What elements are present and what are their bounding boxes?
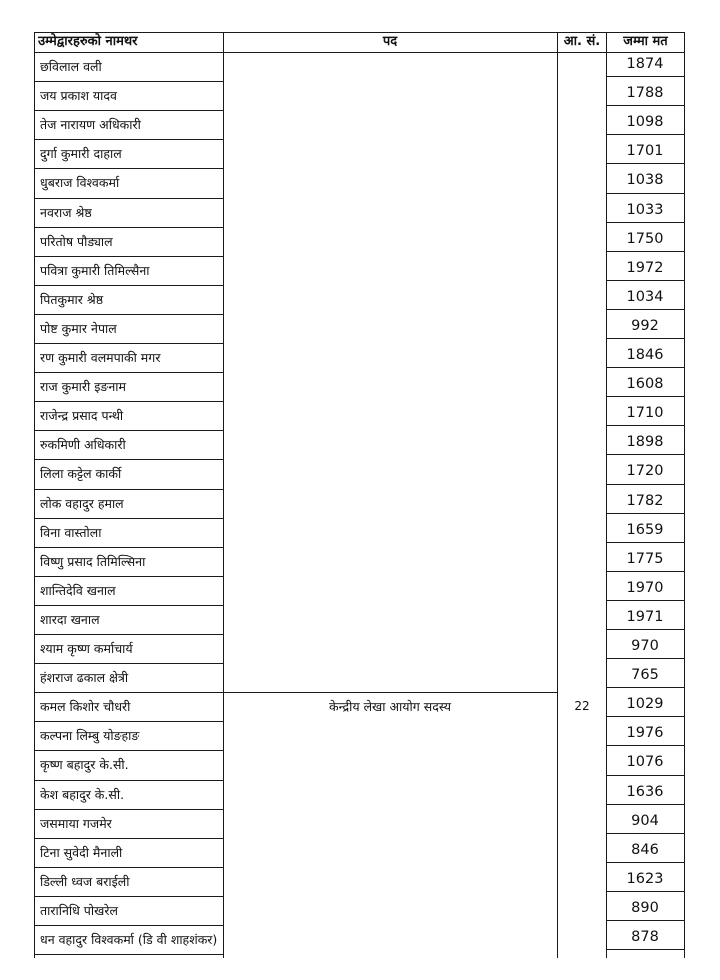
vote-count: 1659	[626, 522, 664, 538]
vote-cell-divider	[606, 163, 685, 164]
vote-cell-divider	[606, 454, 685, 455]
candidate-name: जय प्रकाश यादव	[40, 88, 117, 103]
vote-count: 890	[631, 900, 659, 916]
candidate-name: टिना सुवेदी मैनाली	[40, 845, 123, 860]
vote-count: 765	[631, 667, 659, 683]
candidate-name: तारानिधि पोखरेल	[40, 903, 118, 918]
candidate-name: डिल्ली ध्वज बराईली	[40, 874, 130, 889]
vote-cell-divider	[606, 105, 685, 106]
vote-cell-divider	[606, 193, 685, 194]
vote-count: 1033	[626, 202, 664, 218]
vote-count: 878	[631, 929, 659, 945]
candidate-name: हंशराज ढकाल क्षेत्री	[40, 670, 129, 685]
header-post: पद	[382, 34, 398, 49]
candidate-name: धन वहादुर विश्वकर्मा (डि वी शाहशंकर)	[40, 932, 218, 947]
vote-cell-divider	[606, 571, 685, 572]
vote-cell-divider	[606, 425, 685, 426]
candidate-name: जसमाया गजमेर	[40, 816, 112, 831]
vote-count: 1970	[626, 580, 664, 596]
candidate-name: राज कुमारी इङनाम	[40, 379, 126, 394]
vote-count: 1874	[626, 56, 664, 72]
candidate-name: कल्पना लिम्बु योङहाङ	[40, 728, 140, 743]
vote-cell-divider	[606, 833, 685, 834]
vote-count: 1034	[626, 289, 664, 305]
vote-cell-divider	[606, 891, 685, 892]
candidate-name: नवराज श्रेष्ठ	[40, 205, 92, 220]
vote-cell-divider	[606, 222, 685, 223]
vote-count: 1846	[626, 347, 664, 363]
vote-cell-divider	[606, 862, 685, 863]
candidate-name: रुकमिणी अधिकारी	[40, 437, 126, 452]
vote-cell-divider	[606, 396, 685, 397]
vote-count: 1623	[626, 871, 664, 887]
candidate-name: विष्णु प्रसाद तिमिल्सिना	[40, 554, 146, 569]
vote-cell-divider	[606, 804, 685, 805]
header-ans: आ. सं.	[563, 34, 601, 49]
vote-count: 992	[631, 318, 659, 334]
vote-cell-divider	[606, 513, 685, 514]
vote-count: 1029	[626, 696, 664, 712]
vote-cell-divider	[606, 484, 685, 485]
vote-cell-divider	[606, 716, 685, 717]
vote-cell-divider	[606, 542, 685, 543]
candidate-name: शान्तिदेवि खनाल	[40, 583, 116, 598]
vote-cell-divider	[606, 338, 685, 339]
vote-count: 1608	[626, 376, 664, 392]
vote-cell-divider	[606, 600, 685, 601]
vote-count: 1782	[626, 493, 664, 509]
candidate-name: लोक वहादुर हमाल	[40, 496, 124, 511]
vote-count: 1788	[626, 85, 664, 101]
candidate-name: लिला कट्टेल कार्की	[40, 466, 122, 481]
vote-cell-divider	[606, 134, 685, 135]
vote-cell-divider	[606, 251, 685, 252]
vote-count: 1898	[626, 434, 664, 450]
candidate-name: तेज नारायण अधिकारी	[40, 117, 141, 132]
vote-count: 1720	[626, 463, 664, 479]
candidate-name: कमल किशोर चौधरी	[40, 699, 131, 714]
vote-count: 970	[631, 638, 659, 654]
vote-count: 1750	[626, 231, 664, 247]
vote-cell-divider	[606, 775, 685, 776]
vote-cell-divider	[606, 745, 685, 746]
vote-count: 1976	[626, 725, 664, 741]
vote-cell-divider	[606, 280, 685, 281]
vote-cell-divider	[606, 309, 685, 310]
candidate-name: केश बहादुर के.सी.	[40, 787, 125, 802]
candidate-name: विना वास्तोला	[40, 525, 102, 540]
vote-cell-divider	[606, 367, 685, 368]
row-divider	[34, 954, 224, 955]
candidate-name: रण कुमारी वलमपाकी मगर	[40, 350, 161, 365]
candidate-name: धुबराज विश्वकर्मा	[40, 175, 120, 190]
vote-count: 1098	[626, 114, 664, 130]
ans-number: 22	[574, 699, 590, 713]
vote-cell-divider	[606, 687, 685, 688]
vote-count: 904	[631, 813, 659, 829]
vote-cell-divider	[606, 76, 685, 77]
candidate-name: पवित्रा कुमारी तिमिल्सैना	[40, 263, 150, 278]
vote-count: 1710	[626, 405, 664, 421]
candidate-name: शारदा खनाल	[40, 612, 100, 627]
candidate-name: पोष्ट कुमार नेपाल	[40, 321, 117, 336]
vote-count: 1038	[626, 172, 664, 188]
vote-count: 1076	[626, 754, 664, 770]
vote-cell-divider	[606, 920, 685, 921]
vote-cell-divider	[606, 629, 685, 630]
candidate-name: पितकुमार श्रेष्ठ	[40, 292, 104, 307]
post-title: केन्द्रीय लेखा आयोग सदस्य	[329, 699, 451, 714]
vote-count: 1971	[626, 609, 664, 625]
vote-cell-divider	[606, 949, 685, 950]
vote-count: 846	[631, 842, 659, 858]
header-name: उम्मेद्वारहरुको नामथर	[38, 34, 138, 49]
header-votes: जम्मा मत	[623, 34, 668, 49]
vote-count: 1972	[626, 260, 664, 276]
vote-count: 1701	[626, 143, 664, 159]
candidate-name: परितोष पौड्याल	[40, 234, 113, 249]
candidate-name: राजेन्द्र प्रसाद पन्थी	[40, 408, 124, 423]
vote-count: 1636	[626, 784, 664, 800]
candidate-name: कृष्ण बहादुर के.सी.	[40, 757, 129, 772]
candidate-name: दुर्गा कुमारी दाहाल	[40, 146, 122, 161]
vote-cell-divider	[606, 658, 685, 659]
candidate-name: छविलाल वली	[40, 59, 102, 74]
candidate-name: श्याम कृष्ण कर्माचार्य	[40, 641, 133, 656]
vote-count: 1775	[626, 551, 664, 567]
